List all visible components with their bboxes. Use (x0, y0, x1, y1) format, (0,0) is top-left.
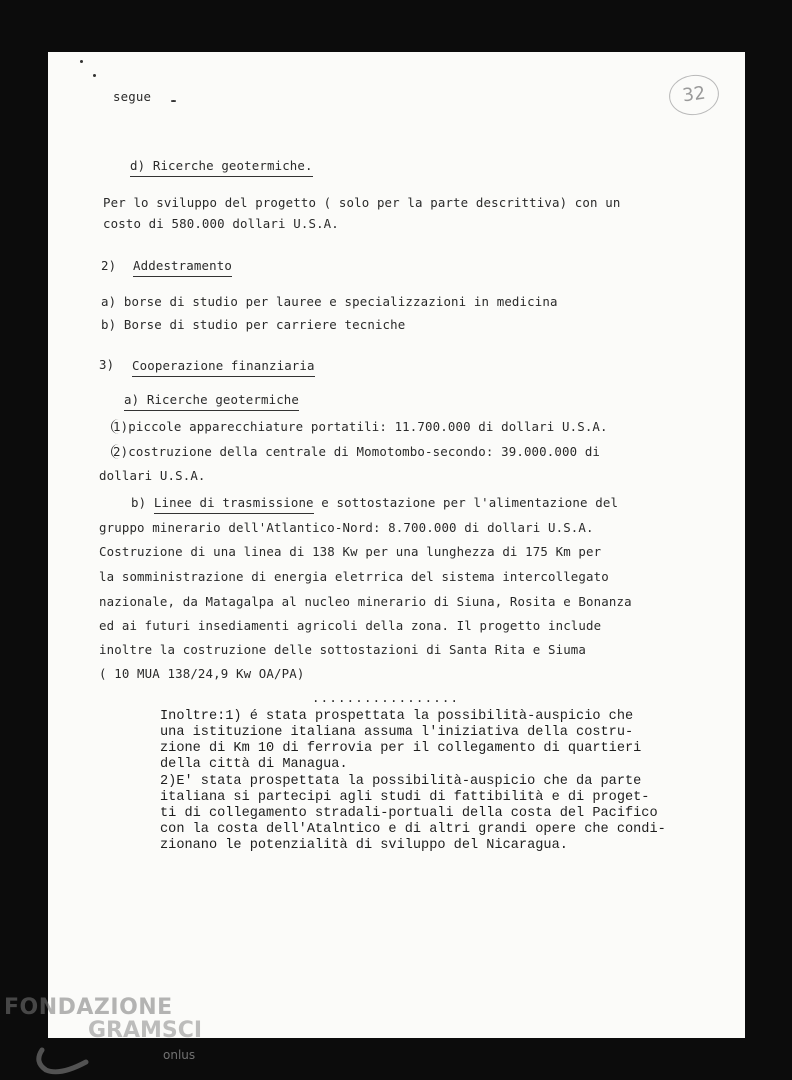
sub-3b-line (131, 495, 618, 510)
separator-dots: ................. (312, 690, 460, 705)
item-2-line (111, 444, 600, 459)
inoltre-line2: una istituzione italiana assuma l'iniziativa della costru- (160, 725, 634, 740)
inoltre-line1: Inoltre:1) é stata prospettata la possibilità-auspicio che (160, 709, 634, 724)
inoltre-line8: con la costa dell'Atalntico e di altri grandi opere che condi- (160, 822, 666, 837)
sub-3a-heading: a) Ricerche geotermiche (124, 392, 299, 411)
inoltre-line7: ti di collegamento stradali-portuali della costa del Pacifico (160, 806, 658, 821)
item-2a: a) borse di studio per lauree e specializzazioni in medicina (101, 294, 558, 309)
body-3b-line5: ed ai futuri insediamenti agricoli della zona. Il progetto include (99, 618, 602, 633)
body-3b-line3: la somministrazione di energia eletrrica del sistema intercollegato (99, 569, 609, 584)
item-2-text: costruzione della centrale di Momotombo-secondo: 39.000.000 di (128, 444, 601, 459)
inoltre-line9: zionano le potenzialità di sviluppo del Nicaragua. (160, 838, 568, 853)
para-d-line2: costo di 580.000 dollari U.S.A. (103, 216, 339, 231)
item-2b: b) Borse di studio per carriere tecniche (101, 317, 406, 332)
page-number: 32 (666, 72, 721, 119)
watermark-sub: onlus (163, 1048, 196, 1062)
inoltre-line4: della città di Managua. (160, 757, 348, 772)
para-d-line1: Per lo sviluppo del progetto ( solo per la parte descrittiva) con un (103, 195, 621, 210)
section-2-number: 2) (101, 258, 117, 273)
watermark-line2: GRAMSCI (88, 1018, 203, 1043)
sub-3b-prefix: b) (131, 495, 147, 510)
item-1-text: piccole apparecchiature portatili: 11.700.000 di dollari U.S.A. (128, 419, 608, 434)
ink-speck (171, 100, 176, 102)
inoltre-line6: italiana si partecipi agli studi di fattibilità e di proget- (160, 790, 650, 805)
section-3-number: 3) (99, 357, 115, 372)
inoltre-line5: 2)E' stata prospettata la possibilità-auspicio che da parte (160, 774, 642, 789)
watermark-line1: FONDAZIONE (4, 995, 173, 1020)
sub-3b-rest: e sottostazione per l'alimentazione del (321, 495, 619, 510)
body-3b-line1: gruppo minerario dell'Atlantico-Nord: 8.700.000 di dollari U.S.A. (99, 520, 594, 535)
body-3b-line7: ( 10 MUA 138/24,9 Kw OA/PA) (99, 666, 305, 681)
body-3b-line6: inoltre la costruzione delle sottostazioni di Santa Rita e Siuma (99, 642, 587, 657)
ink-speck (80, 60, 83, 63)
header-segue: segue (113, 89, 152, 104)
ink-speck (93, 74, 96, 77)
section-3-title: Cooperazione finanziaria (132, 358, 315, 377)
item-2-continuation: dollari U.S.A. (99, 468, 206, 483)
section-2-title: Addestramento (133, 258, 232, 277)
sub-3b-title: Linee di trasmissione (154, 495, 314, 514)
body-3b-line2: Costruzione di una linea di 138 Kw per una lunghezza di 175 Km per (99, 544, 602, 559)
item-1-number: 1) (113, 419, 129, 434)
inoltre-line3: zione di Km 10 di ferrovia per il collegamento di quartieri (160, 741, 642, 756)
section-d-heading: d) Ricerche geotermiche. (130, 158, 313, 177)
body-3b-line4: nazionale, da Matagalpa al nucleo minerario di Siuna, Rosita e Bonanza (99, 594, 632, 609)
item-2-number: 2) (113, 444, 129, 459)
item-1-line (111, 419, 608, 434)
